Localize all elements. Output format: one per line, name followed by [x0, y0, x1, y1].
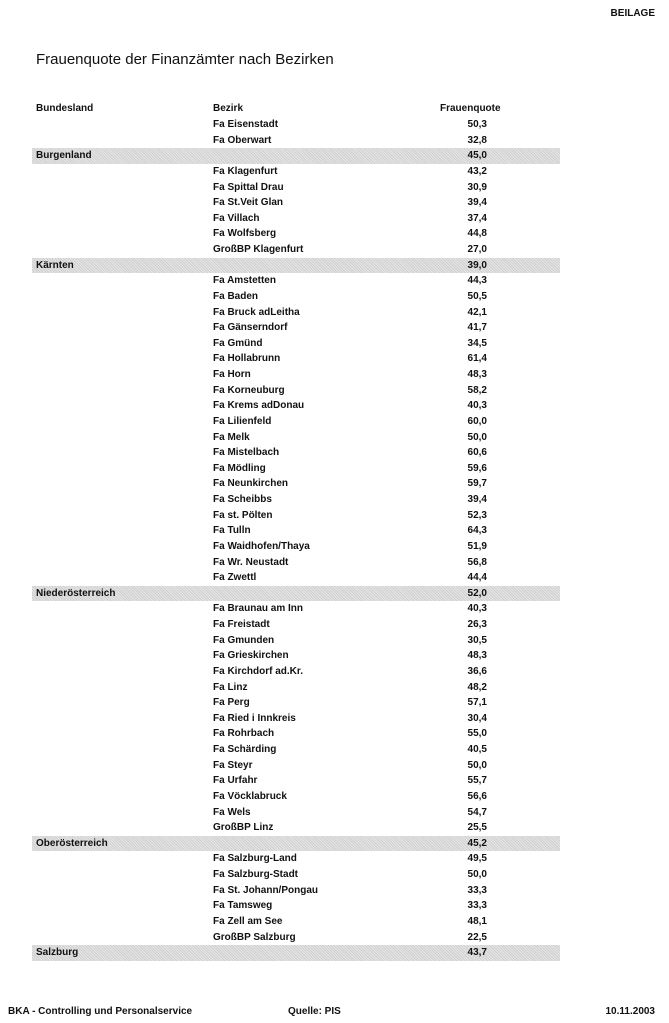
frauenquote-cell: 49,5 [467, 853, 487, 865]
table-row [32, 851, 560, 867]
bezirk-cell: Fa Ried i Innkreis [213, 712, 296, 724]
frauenquote-cell: 50,0 [467, 431, 487, 443]
frauenquote-cell: 56,8 [467, 556, 487, 568]
frauenquote-cell: 33,3 [467, 884, 487, 896]
frauenquote-cell: 60,0 [467, 415, 487, 427]
table-row [32, 695, 560, 711]
bezirk-cell: Fa Wels [213, 806, 251, 818]
frauenquote-cell: 59,6 [467, 462, 487, 474]
bezirk-cell: Fa Korneuburg [213, 384, 285, 396]
frauenquote-cell: 37,4 [467, 212, 487, 224]
table-row [32, 273, 560, 289]
table-row [32, 789, 560, 805]
bezirk-cell: Fa Bruck adLeitha [213, 306, 300, 318]
table-row [32, 367, 560, 383]
footer-organization: BKA - Controlling und Personalservice [8, 1006, 193, 1017]
bundesland-cell: Oberösterreich [36, 837, 108, 849]
frauenquote-cell: 39,4 [467, 197, 487, 209]
bundesland-total-cell: 43,7 [467, 947, 487, 959]
bundesland-total-cell: 39,0 [467, 259, 487, 271]
bezirk-cell: Fa Gmünd [213, 337, 263, 349]
bezirk-cell: Fa Villach [213, 212, 260, 224]
bezirk-cell: Fa Tamsweg [213, 900, 273, 912]
bezirk-cell: Fa Eisenstadt [213, 119, 279, 130]
table-row [32, 523, 560, 539]
table-row [32, 539, 560, 555]
frauenquote-cell: 59,7 [467, 478, 487, 490]
table-row [32, 742, 560, 758]
frauenquote-cell: 27,0 [467, 244, 487, 255]
frauenquote-cell: 64,3 [467, 525, 487, 537]
bezirk-cell: Fa Zell am See [213, 915, 283, 927]
table-row [32, 492, 560, 508]
table-row [32, 461, 560, 477]
frauenquote-cell: 57,1 [467, 697, 487, 709]
attachment-label: BEILAGE [610, 8, 655, 19]
table-row [32, 570, 560, 586]
table-row [32, 445, 560, 461]
bundesland-total-row [32, 836, 560, 852]
bezirk-cell: Fa Lilienfeld [213, 415, 272, 427]
frauenquote-cell: 44,3 [467, 275, 487, 287]
bundesland-total-row [32, 586, 560, 602]
table-row [32, 383, 560, 399]
table-body [32, 117, 560, 961]
frauenquote-cell: 26,3 [467, 619, 487, 630]
bezirk-cell: Fa Grieskirchen [213, 650, 289, 662]
column-header-frauenquote: Frauenquote [440, 103, 501, 114]
table-row [32, 601, 560, 617]
bundesland-total-cell: 52,0 [467, 587, 487, 599]
table-row [32, 336, 560, 352]
frauenquote-cell: 61,4 [467, 353, 487, 365]
bezirk-cell: Fa Linz [213, 681, 248, 693]
table-row [32, 664, 560, 680]
table-row [32, 805, 560, 821]
frauenquote-cell: 30,4 [467, 712, 487, 724]
bezirk-cell: Fa Spittal Drau [213, 181, 284, 193]
bezirk-cell: GroßBP Linz [213, 822, 274, 834]
table-row [32, 820, 560, 836]
bundesland-total-cell: 45,2 [467, 837, 487, 849]
frauenquote-cell: 50,3 [467, 119, 487, 130]
frauenquote-cell: 60,6 [467, 447, 487, 459]
frauenquote-cell: 50,5 [467, 290, 487, 302]
bundesland-cell: Burgenland [36, 150, 92, 162]
bezirk-cell: Fa Kirchdorf ad.Kr. [213, 665, 304, 677]
frauenquote-cell: 52,3 [467, 509, 487, 521]
table-header [32, 101, 560, 117]
table-row [32, 898, 560, 914]
frauenquote-cell: 55,0 [467, 728, 487, 740]
frauenquote-cell: 40,3 [467, 603, 487, 615]
table-row [32, 633, 560, 649]
frauenquote-cell: 39,4 [467, 494, 487, 505]
bezirk-cell: Fa Gänserndorf [213, 322, 288, 334]
bezirk-cell: Fa Schärding [213, 744, 277, 755]
bezirk-cell: Fa Mistelbach [213, 447, 280, 459]
bezirk-cell: Fa St.Veit Glan [213, 197, 284, 209]
frauenquote-cell: 54,7 [467, 806, 487, 818]
bundesland-total-cell: 45,0 [467, 150, 487, 162]
bezirk-cell: Fa Klagenfurt [213, 165, 278, 177]
bezirk-cell: Fa Scheibbs [213, 494, 272, 505]
table-row [32, 930, 560, 946]
bundesland-cell: Salzburg [36, 947, 79, 959]
frauenquote-cell: 40,3 [467, 400, 487, 412]
page-title: Frauenquote der Finanzämter nach Bezirken [36, 51, 334, 68]
frauenquote-cell: 36,6 [467, 665, 487, 677]
column-header-bundesland: Bundesland [36, 103, 94, 114]
frauenquote-cell: 44,8 [467, 228, 487, 240]
bezirk-cell: Fa Baden [213, 290, 259, 302]
frauenquote-cell: 40,5 [467, 744, 487, 755]
table-row [32, 508, 560, 524]
bezirk-cell: Fa Oberwart [213, 134, 272, 146]
frauenquote-cell: 58,2 [467, 384, 487, 396]
bezirk-cell: Fa Horn [213, 369, 251, 380]
bezirk-cell: Fa Wr. Neustadt [213, 556, 289, 568]
table-row [32, 414, 560, 430]
bezirk-cell: Fa Neunkirchen [213, 478, 289, 490]
bundesland-total-row [32, 148, 560, 164]
frauenquote-cell: 51,9 [467, 540, 487, 552]
frauenquote-cell: 22,5 [467, 931, 487, 943]
table-row [32, 133, 560, 149]
frauenquote-cell: 42,1 [467, 306, 487, 318]
table-row [32, 711, 560, 727]
bezirk-cell: GroßBP Salzburg [213, 931, 296, 943]
frauenquote-cell: 50,0 [467, 869, 487, 880]
table-row [32, 555, 560, 571]
table-row [32, 726, 560, 742]
table-row [32, 117, 560, 133]
table-row [32, 758, 560, 774]
frauenquote-cell: 44,4 [467, 572, 487, 584]
table-row [32, 430, 560, 446]
table-row [32, 773, 560, 789]
frauenquote-cell: 48,2 [467, 681, 487, 693]
bezirk-cell: Fa Tulln [213, 525, 251, 537]
bezirk-cell: Fa Braunau am Inn [213, 603, 304, 615]
bezirk-cell: Fa Wolfsberg [213, 228, 277, 240]
table-row [32, 351, 560, 367]
frauenquote-cell: 56,6 [467, 790, 487, 802]
bezirk-cell: Fa Hollabrunn [213, 353, 281, 365]
table-row [32, 289, 560, 305]
frauenquote-cell: 30,5 [467, 634, 487, 646]
footer-source: Quelle: PIS [288, 1006, 341, 1017]
frauenquote-table [32, 101, 560, 961]
table-row [32, 242, 560, 258]
table-row [32, 164, 560, 180]
frauenquote-cell: 33,3 [467, 900, 487, 912]
frauenquote-cell: 48,3 [467, 369, 487, 380]
frauenquote-cell: 41,7 [467, 322, 487, 334]
table-row [32, 195, 560, 211]
bezirk-cell: Fa Steyr [213, 759, 253, 771]
frauenquote-cell: 48,3 [467, 650, 487, 662]
frauenquote-cell: 34,5 [467, 337, 487, 349]
bezirk-cell: GroßBP Klagenfurt [213, 244, 304, 255]
bezirk-cell: Fa Melk [213, 431, 250, 443]
table-row [32, 226, 560, 242]
frauenquote-cell: 48,1 [467, 915, 487, 927]
table-row [32, 680, 560, 696]
table-row [32, 648, 560, 664]
bezirk-cell: Fa Urfahr [213, 775, 258, 787]
bundesland-total-row [32, 945, 560, 961]
bundesland-cell: Kärnten [36, 259, 74, 271]
bezirk-cell: Fa Vöcklabruck [213, 790, 287, 802]
bezirk-cell: Fa Mödling [213, 462, 266, 474]
bundesland-cell: Niederösterreich [36, 587, 116, 599]
table-row [32, 211, 560, 227]
column-header-bezirk: Bezirk [213, 103, 244, 114]
table-row [32, 320, 560, 336]
table-row [32, 476, 560, 492]
table-row [32, 617, 560, 633]
bezirk-cell: Fa Salzburg-Land [213, 853, 297, 865]
frauenquote-cell: 32,8 [467, 134, 487, 146]
frauenquote-cell: 30,9 [467, 181, 487, 193]
bundesland-total-row [32, 258, 560, 274]
bezirk-cell: Fa Waidhofen/Thaya [213, 540, 310, 552]
frauenquote-cell: 43,2 [467, 165, 487, 177]
bezirk-cell: Fa Rohrbach [213, 728, 275, 740]
table-row [32, 398, 560, 414]
bezirk-cell: Fa st. Pölten [213, 509, 273, 521]
frauenquote-cell: 55,7 [467, 775, 487, 787]
bezirk-cell: Fa Krems adDonau [213, 400, 305, 412]
table-row [32, 883, 560, 899]
bezirk-cell: Fa St. Johann/Pongau [213, 884, 319, 896]
bezirk-cell: Fa Freistadt [213, 619, 270, 630]
footer-date: 10.11.2003 [605, 1006, 655, 1017]
bezirk-cell: Fa Amstetten [213, 275, 276, 287]
bezirk-cell: Fa Perg [213, 697, 250, 709]
table-row [32, 867, 560, 883]
bezirk-cell: Fa Zwettl [213, 572, 257, 584]
table-row [32, 180, 560, 196]
bezirk-cell: Fa Gmunden [213, 634, 275, 646]
frauenquote-cell: 25,5 [467, 822, 487, 834]
frauenquote-cell: 50,0 [467, 759, 487, 771]
bezirk-cell: Fa Salzburg-Stadt [213, 869, 299, 880]
table-row [32, 914, 560, 930]
table-row [32, 305, 560, 321]
